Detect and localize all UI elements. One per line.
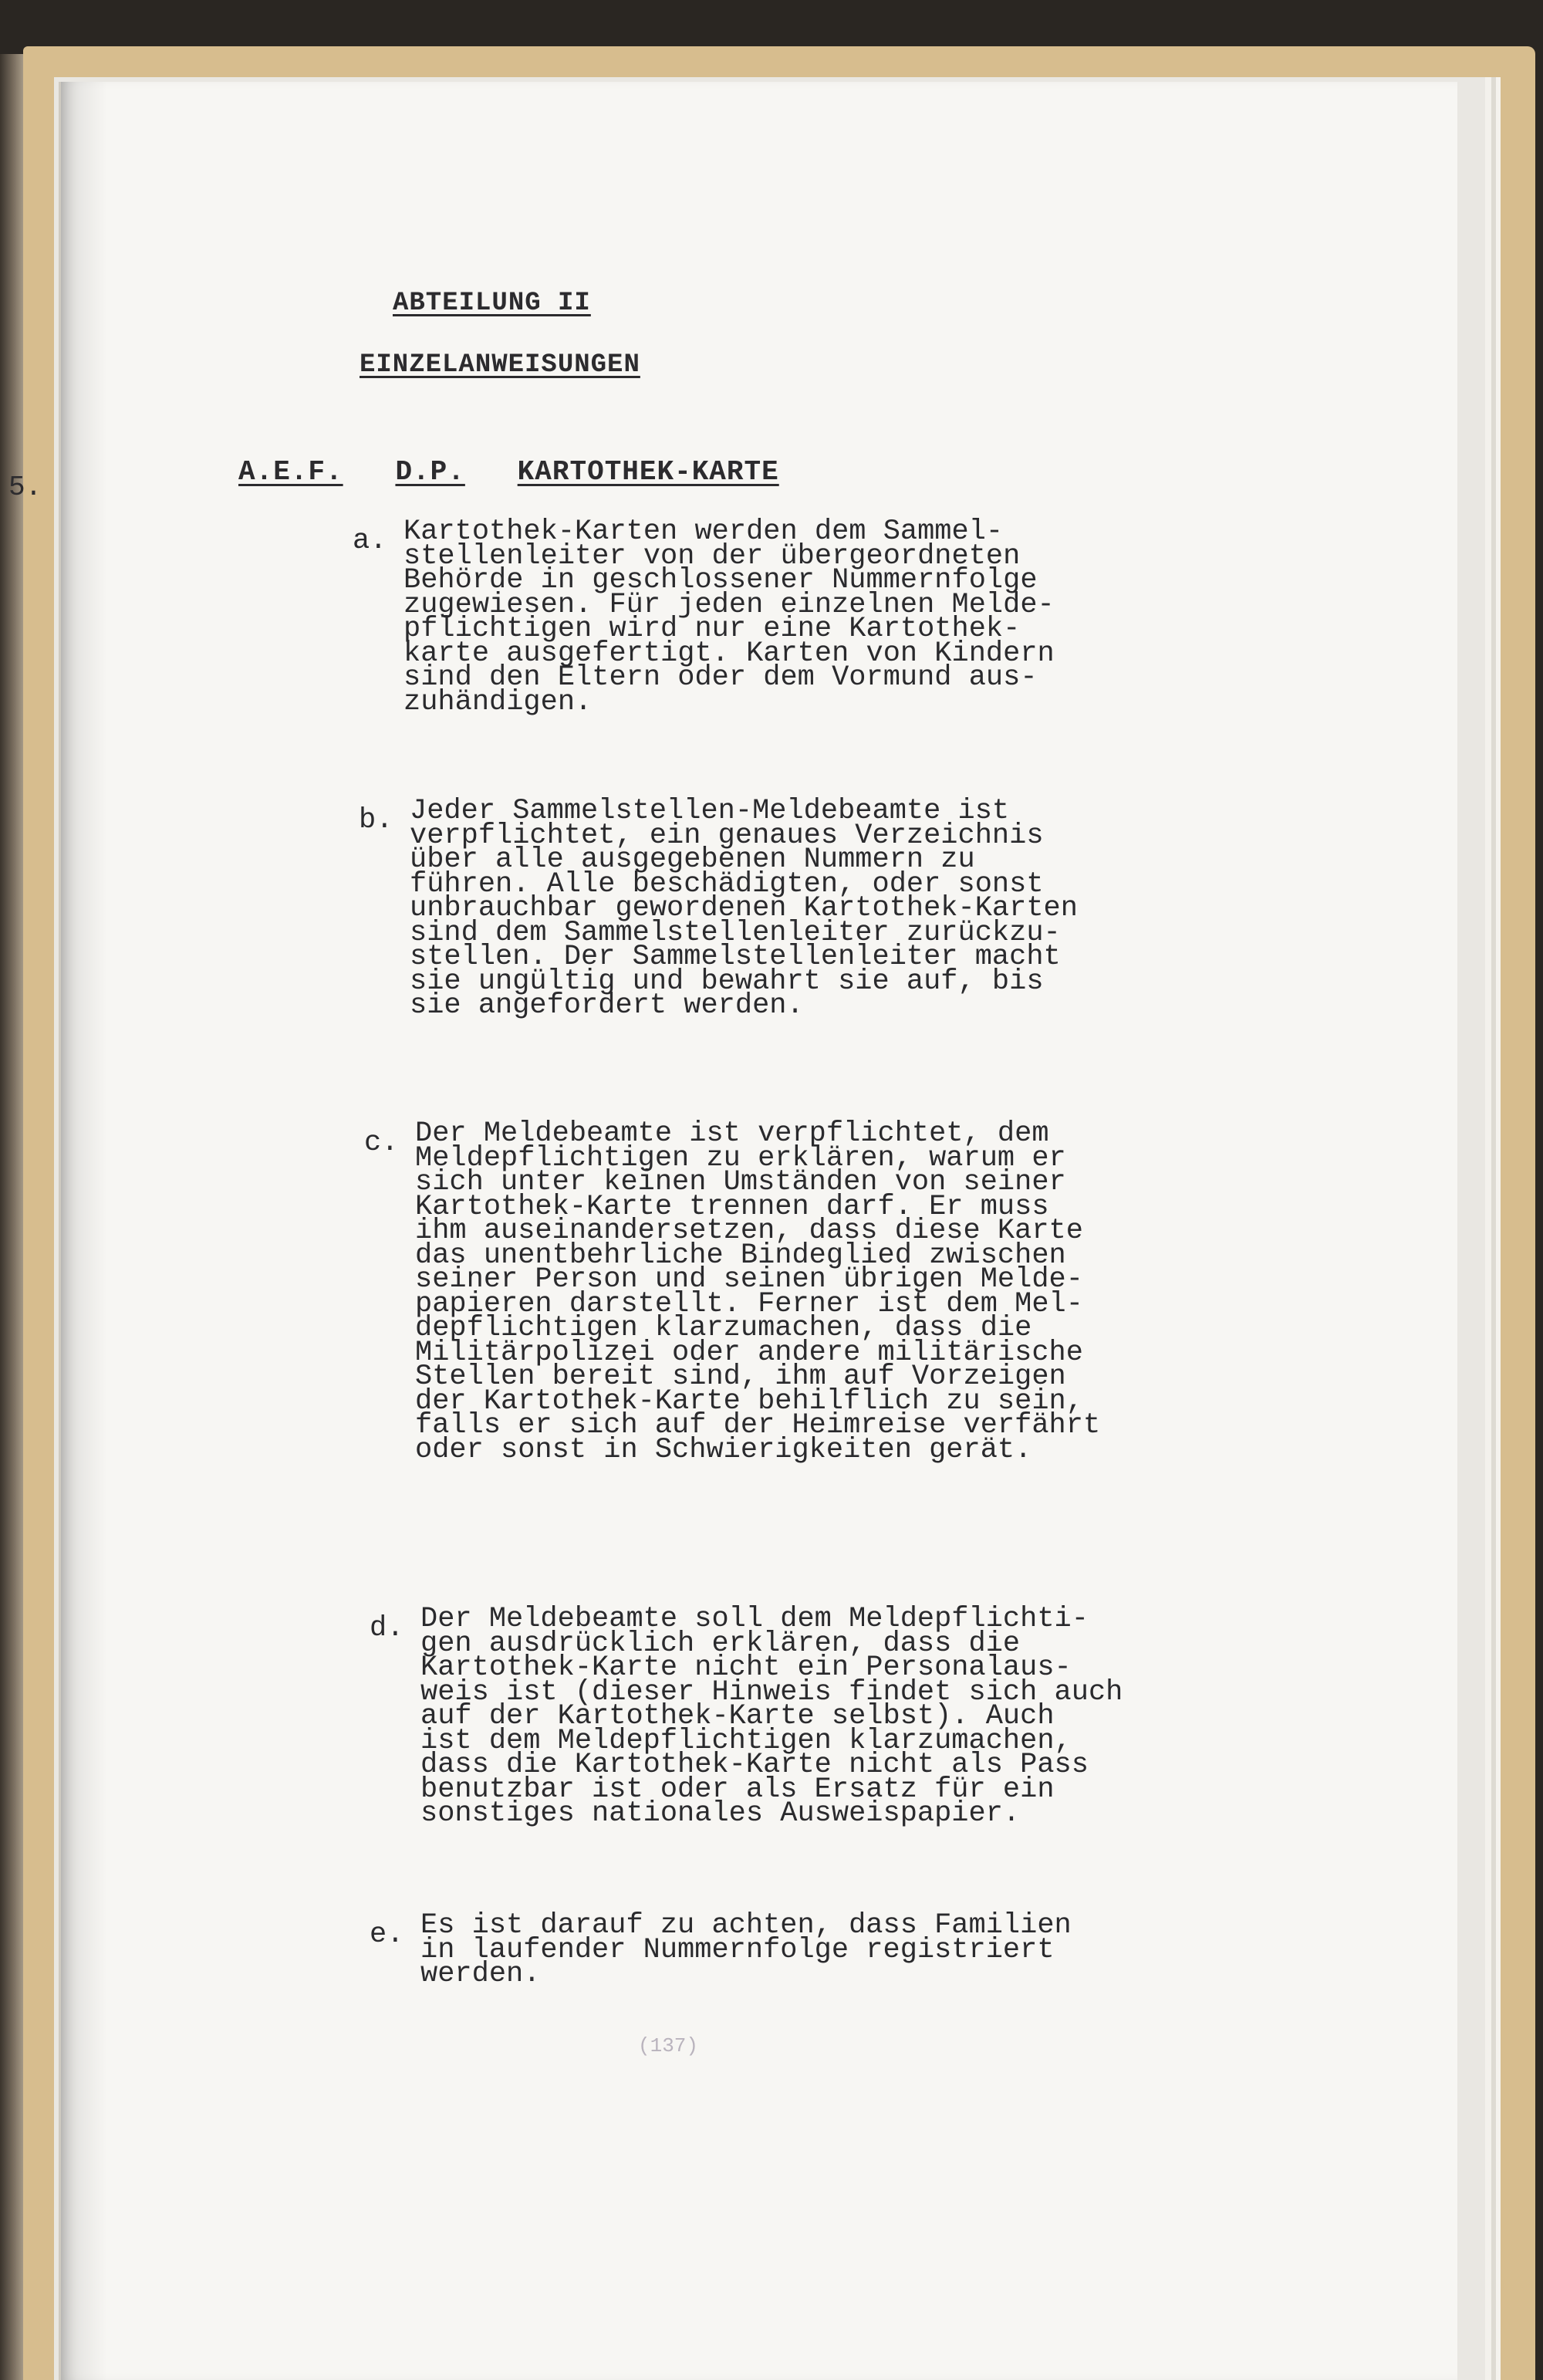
paragraph-text: Der Meldebeamte ist verpflichtet, dem Meldepflichtigen zu erklären, warum er sich unter keinen Umständen von seiner Kartothek-Karte trennen darf. Er muss ihm auseinandersetzen, dass diese Karte das unentbehrliche Bindeglied zwischen seiner Person und seinen übrigen Melde- papieren darstellt. Ferner ist dem Mel- depflichtigen klarzumachen, dass die Militärpolizei oder andere militärische Stellen bereit sind, ihm auf Vorzeigen der Kartothek-Karte behilflich zu sein, falls er sich auf der Heimreise verfährt oder sonst in Schwierigkeiten gerät. — [415, 1117, 1101, 1466]
section-number: 5. — [8, 472, 42, 503]
paragraph-letter: a. — [353, 525, 387, 557]
paragraph-text: Kartothek-Karten werden dem Sammel- stellenleiter von der übergeordneten Behörde in geschlossener Nummernfolge zugewiesen. Für jeden einzelnen Melde- pflichtigen wird nur eine Kartothek- karte ausgefertigt. Karten von Kindern sind den Eltern oder dem Vormund aus- zuhändigen. — [403, 516, 1055, 718]
paragraph-letter: c. — [364, 1127, 399, 1159]
paragraph-text: Jeder Sammelstellen-Meldebeamte ist verpflichtet, ein genaues Verzeichnis über alle ausgegebenen Nummern zu führen. Alle beschädigten, oder sonst unbrauchbar gewordenen Kartothek-Karten sind dem Sammelstellenleiter zurückzu- stellen. Der Sammelstellenleiter macht sie ungültig und bewahrt sie auf, bis sie angefordert werden. — [410, 795, 1078, 1022]
document-page — [8, 82, 1457, 2380]
section-title-kartothek: KARTOTHEK-KARTE — [517, 456, 779, 488]
section-title — [238, 456, 779, 488]
gutter-shadow — [61, 82, 107, 2380]
page-number: (137) — [638, 2034, 699, 2057]
section-title-dp: D.P. — [395, 456, 465, 488]
paragraph-letter: e. — [370, 1919, 404, 1951]
paragraph-text: Es ist darauf zu achten, dass Familien in laufender Nummernfolge registriert werden. — [420, 1909, 1072, 1990]
heading-abteilung: ABTEILUNG II — [393, 289, 591, 318]
paragraph-letter: d. — [370, 1612, 404, 1645]
heading-einzelanweisungen: EINZELANWEISUNGEN — [360, 350, 640, 380]
paragraph-letter: b. — [359, 804, 393, 837]
section-title-aef: A.E.F. — [238, 456, 343, 488]
paragraph-text: Der Meldebeamte soll dem Meldepflichti- gen ausdrücklich erklären, dass die Kartothek-Karte nicht ein Personalaus- weis ist (dieser Hinweis findet sich auch auf der Kartothek-Karte selbst). Auch ist dem Meldepflichtigen klarzumachen, dass die Kartothek-Karte nicht als Pass benutzbar ist oder als Ersatz für ein sonstiges nationales Ausweispapier. — [420, 1603, 1123, 1830]
